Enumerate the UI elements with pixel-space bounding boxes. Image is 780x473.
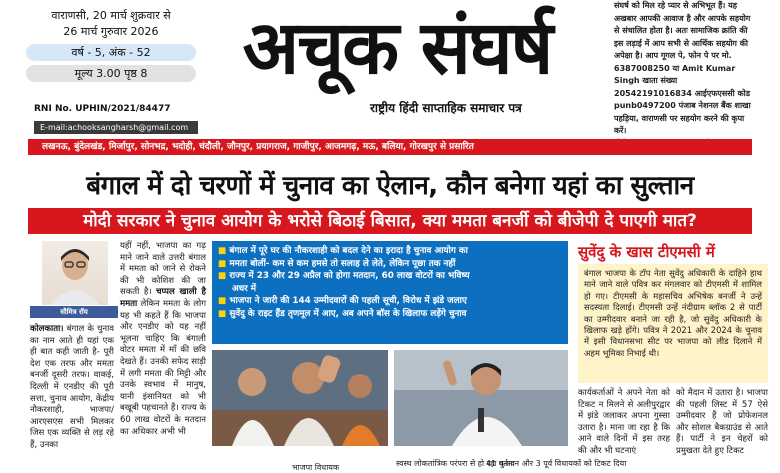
key-point-continued: अधर में [232,283,257,294]
newspaper-subtitle: राष्ट्रीय हिंदी साप्ताहिक समाचार पत्र [370,101,522,115]
lead-headline: बंगाल में दो चरणों में चुनाव का ऐलान, कौन बनेगा यहां का सुल्तान [86,171,694,201]
author-name: सौमित्र रॉय [30,306,118,318]
left-column-text: कोलकाता। बंगाल के चुनाव का नाम आते ही यहां एक ही बात कही जाती है- पूरी देश एक तरफ और ममता बनर्जी दूसरी तरफ। वाकई, दिल्ली में एनडीए की पूरी सत्ता, चुनाव आयोग, केंद्रीय नौकरशाही, भाजपा/आरएसएस सभी मिलकर जिस एक व्यक्ति से लड़ रहे हैं, उनका [30,324,114,450]
sidebar-continued-right: को मैदान में उतारा है। भाजपा की पहली लिस्ट में 57 ऐसे उम्मीदवार हैं जो प्रोफेशनल और सोशल बैकग्राउंड से आते हैं। पार्टी ने इन चेहरों को प्रमुखता देते हुए टिकट [676,388,768,456]
email-bar: E-mail:achooksangharsh@gmail.com [34,121,198,134]
lead-subhead: मोदी सरकार ने चुनाव आयोग के भरोसे बिठाई बिसात, क्या ममता बनर्जी को बीजेपी दे पाएगी मात? [28,208,752,234]
photo-caption-middle: स्वस्थ लोकतांत्रिक परंपरा से हो रहा चुनाव [396,459,515,468]
key-points-box [212,241,568,344]
appeal-text: संघर्ष को मिल रहे प्यार से अभिभूत हैं। यह अखबार आपकी आवाज है और आपके सहयोग से संचालित होता है। अतः सामाजिक क्रांति की इस लड़ाई में आप सभी से आर्थिक सहयोग की अपेक्षा है। आप गूगल पे, फोन पे पर मो. 6387008250 या Amit Kumar Singh खाता संख्या 20542191016834 आईएफएससी कोड punb0497200 पंजाब नेशनल बैंक शाखा पहड़िया, वाराणसी पर सहयोग करने की कृपा करें। [614,1,751,135]
key-point: ■ भाजपा ने जारी की 144 उम्मीदवारों की पहली सूची, विरोध में झंडे जलाए [218,296,467,307]
middle-column-text: यहीं नहीं, भाजपा का गढ़ माने जाने वाले उत्तरी बंगाल में ममता को जाने से रोकने की भी कोशिश की जा सकती है। चप्पल खाली है ममता लेकिन ममता के लोग यह भी कहते हैं कि भाजपा और एनडीए को यह नहीं भूलना चाहिए कि बंगाली वोटर ममता में माँ की छवि देखते हैं। उनकी सफेद साड़ी में लगी ममता की मिट्टी और उनके स्वभाव में मानुष, यानी इंसानियत को भी बखूबी पहचानते हैं। राज्य के 60 लाख वोटरों के मतदान का अधिकार अभी भी [120,241,206,437]
sidebar-story-box [578,264,768,383]
sidebar-headline: सुवेंदु के खास टीएमसी में [578,243,715,261]
news-photo-rally [212,350,388,446]
key-point: ■ बंगाल में पूरे घर की नौकरशाही को बदल देने का इरादा है चुनाव आयोग का [218,246,468,256]
rni-number: RNI No. UPHIN/2021/84477 [34,104,171,114]
leader-photo-icon [394,350,568,446]
bullet-square-icon: ■ [218,296,227,307]
rally-photo-icon [212,350,388,446]
bullet-square-icon: ■ [218,271,227,282]
photo-caption-small: भाजपा विधायक [292,463,340,472]
dateline-2: 26 मार्च गुरुवार 2026 [63,25,159,38]
news-photo-mamata [394,350,568,446]
key-point: ■ राज्य में 23 और 29 अप्रैल को होगा मतदान, 60 लाख वोटरों का भविष्य [218,271,470,282]
sidebar-continued-left: कार्यकर्ताओं ने अपने नेता को टिकट न मिलने से अलीपुरद्वार में झंडे जलाकर अपना गुस्सा उतारा है। माना जा रहा है कि आने वाले दिनों में इस तरह की और भी घटनाएं [578,388,670,456]
author-portrait-icon [42,241,108,305]
author-photo [42,241,108,305]
masthead-left-info [26,8,196,82]
volume-badge: वर्ष - 5, अंक - 52 [26,44,196,61]
dateline: वाराणसी, 20 मार्च शुक्रवार से [51,9,171,22]
price-badge: मूल्य 3.00 पृष्ठ 8 [26,65,196,82]
appeal-box [614,0,752,135]
photo-caption-right: 41 वर्तमान और 3 पूर्व विधायकों को टिकट दिया [486,459,627,468]
newspaper-title: अचूक संघर्ष [242,5,552,91]
key-point: ■ ममता बोलीं- कम से कम हमसे तो सलाह ले लेते, लेकिन पूछा तक नहीं [218,258,456,269]
bullet-square-icon: ■ [218,308,227,319]
sidebar-story-text: बंगाल भाजपा के टॉप नेता सुवेंदु अधिकारी के दाहिने हाथ माने जाने वाले पवित्र कर मंगलवार को टीएमसी में शामिल हो गए। टीएमसी के महासचिव अभिषेक बनर्जी ने उन्हें सदस्यता दिलाई। टीएमसी उन्हें नंदीग्राम ब्लॉक 2 से पार्टी का उम्मीदवार बनाने जा रही है, जो सुवेंदु अधिकारी के खिलाफ खड़े होंगे। पवित्र ने 2021 और 2024 के चुनाव में इसी विधानसभा सीट पर भाजपा को लीड दिलाने में अहम भूमिका निभाई थी। [584,268,762,358]
bullet-square-icon: ■ [218,246,227,256]
edition-strip: लखनऊ, बुंदेलखंड, मिर्जापुर, सोनभद्र, भदोही, चंदौली, जौनपुर, प्रयागराज, गाजीपुर, आजमगढ़, मऊ, बलिया, गोरखपुर से प्रसारित [28,139,752,155]
key-point: ■ सुवेंदु के राइट हैंड तृणमूल में आए, अब अपने बॉस के खिलाफ लड़ेंगे चुनाव [218,308,467,319]
bullet-square-icon: ■ [218,258,227,269]
